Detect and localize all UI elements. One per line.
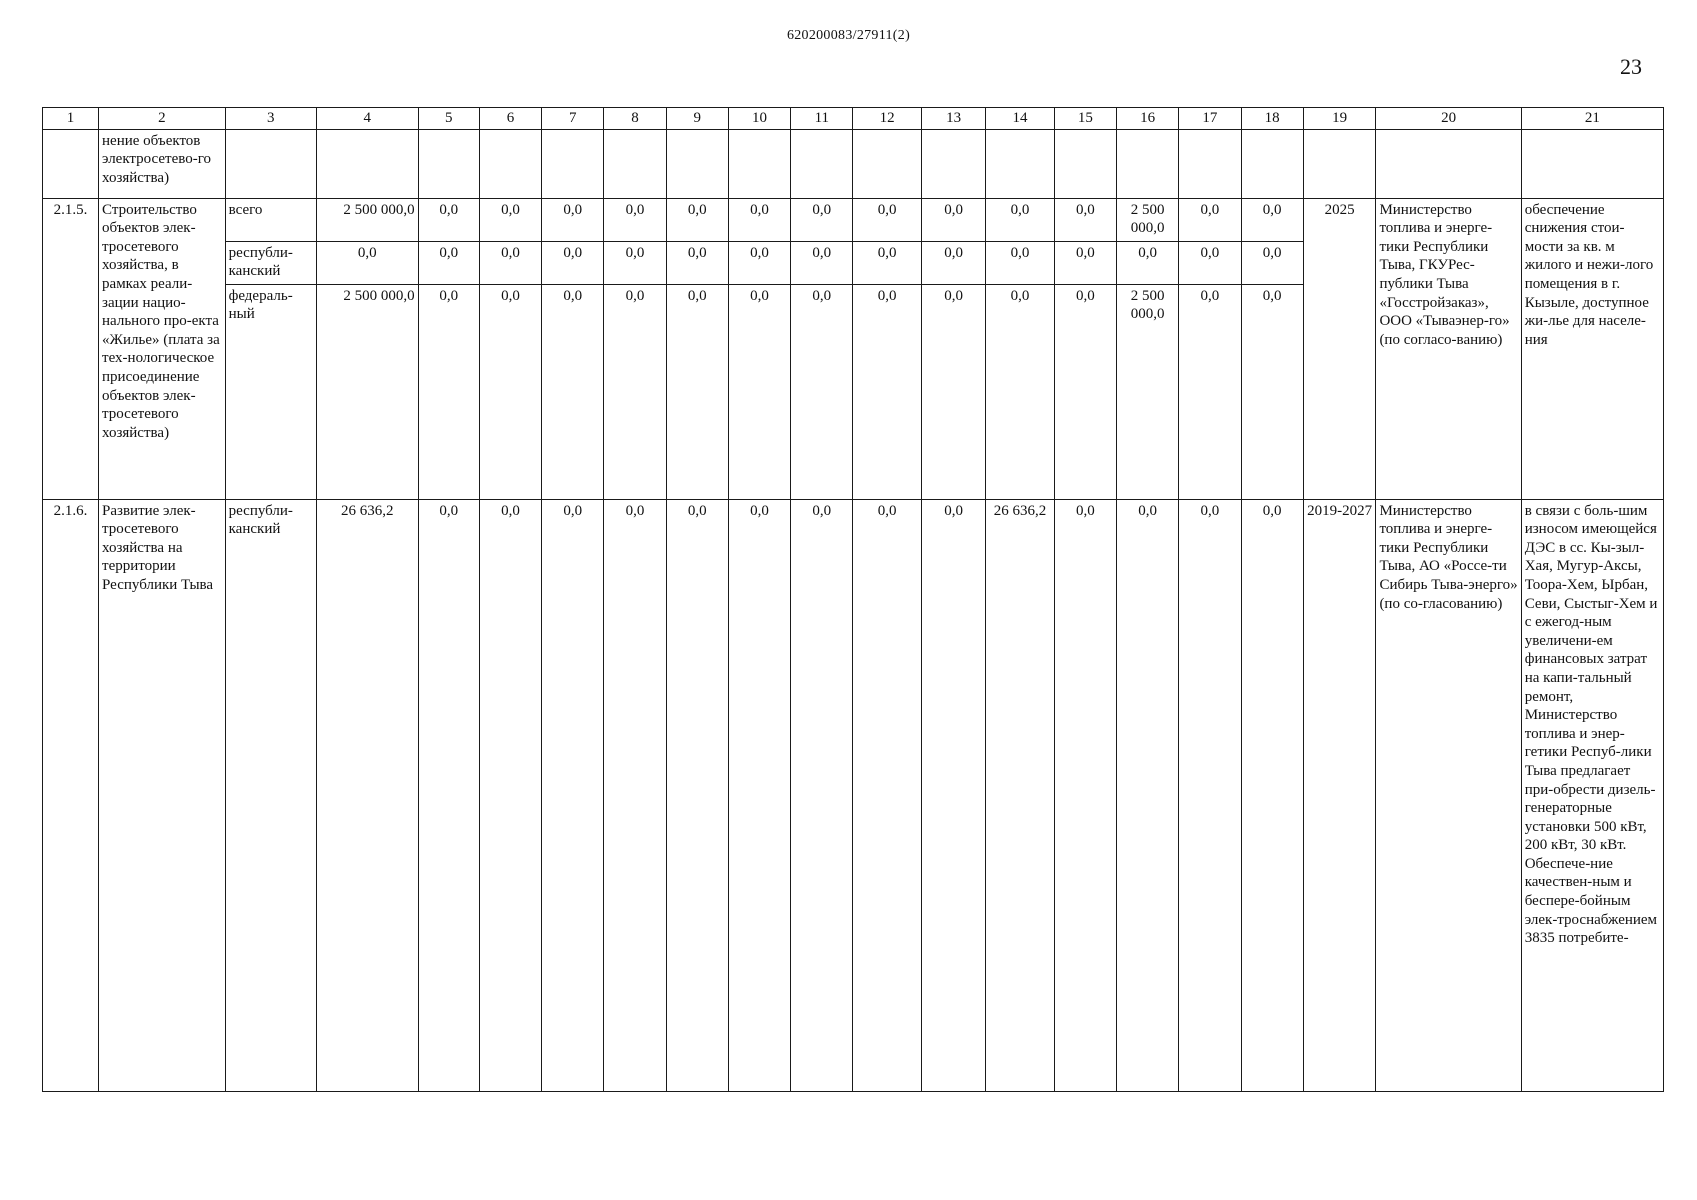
column-number: 7 bbox=[542, 108, 604, 130]
value-cell: 0,0 bbox=[418, 241, 479, 284]
empty-cell bbox=[1376, 129, 1521, 198]
value-cell: 0,0 bbox=[853, 241, 921, 284]
total-value: 26 636,2 bbox=[316, 499, 418, 1091]
value-cell: 0,0 bbox=[418, 499, 479, 1091]
funding-source: всего bbox=[225, 198, 316, 241]
empty-cell bbox=[542, 129, 604, 198]
value-cell: 0,0 bbox=[921, 284, 985, 499]
column-number: 4 bbox=[316, 108, 418, 130]
item-name: Развитие элек-тросетевого хозяйства на территории Республики Тыва bbox=[99, 499, 226, 1091]
value-cell: 0,0 bbox=[542, 198, 604, 241]
column-number: 13 bbox=[921, 108, 985, 130]
total-value: 2 500 000,0 bbox=[316, 198, 418, 241]
funding-source: республи-канский bbox=[225, 241, 316, 284]
total-value: 0,0 bbox=[316, 241, 418, 284]
empty-cell bbox=[728, 129, 790, 198]
column-number: 17 bbox=[1179, 108, 1241, 130]
empty-cell bbox=[791, 129, 853, 198]
column-numbers-row bbox=[43, 108, 1664, 130]
item-code: 2.1.6. bbox=[43, 499, 99, 1091]
value-cell: 0,0 bbox=[542, 241, 604, 284]
column-number: 19 bbox=[1303, 108, 1376, 130]
value-cell: 0,0 bbox=[986, 241, 1054, 284]
empty-cell bbox=[1117, 129, 1179, 198]
empty-cell bbox=[1179, 129, 1241, 198]
program-table bbox=[42, 107, 1664, 1092]
value-cell: 0,0 bbox=[986, 198, 1054, 241]
empty-cell bbox=[986, 129, 1054, 198]
column-number: 10 bbox=[728, 108, 790, 130]
column-number: 21 bbox=[1521, 108, 1663, 130]
value-cell: 0,0 bbox=[1054, 198, 1116, 241]
empty-cell bbox=[225, 129, 316, 198]
implementation-year: 2025 bbox=[1303, 198, 1376, 499]
value-cell: 0,0 bbox=[791, 499, 853, 1091]
value-cell: 0,0 bbox=[418, 284, 479, 499]
executor: Министерство топлива и энерге-тики Республики Тыва, ГКУРес-публики Тыва «Госстройзаказ», ООО «Тываэнер-го» (по согласо-ванию) bbox=[1376, 198, 1521, 499]
value-cell: 0,0 bbox=[666, 241, 728, 284]
value-cell: 0,0 bbox=[1241, 241, 1303, 284]
value-cell: 0,0 bbox=[791, 284, 853, 499]
expected-result: в связи с боль-шим износом имеющейся ДЭС в сс. Кы-зыл-Хая, Мугур-Аксы, Тоора-Хем, Ырбан, Севи, Сыстыг-Хем и с ежегод-ным увеличени-ем финансовых затрат на капи-тальный ремонт, Министерство топлива и энер-гетики Респуб-лики Тыва предлагает при-обрести дизель-генераторные установки 500 кВт, 200 кВт, 30 кВт. Обеспече-ние качествен-ным и беспере-бойным элек-троснабжением 3835 потребите- bbox=[1521, 499, 1663, 1091]
value-cell: 0,0 bbox=[666, 499, 728, 1091]
continuation-row bbox=[43, 129, 1664, 198]
value-cell: 0,0 bbox=[1054, 499, 1116, 1091]
value-cell: 0,0 bbox=[853, 284, 921, 499]
value-cell: 0,0 bbox=[418, 198, 479, 241]
column-number: 18 bbox=[1241, 108, 1303, 130]
column-number: 8 bbox=[604, 108, 666, 130]
empty-cell bbox=[853, 129, 921, 198]
value-cell: 0,0 bbox=[542, 284, 604, 499]
value-cell: 26 636,2 bbox=[986, 499, 1054, 1091]
column-number: 2 bbox=[99, 108, 226, 130]
value-cell: 0,0 bbox=[604, 499, 666, 1091]
column-number: 1 bbox=[43, 108, 99, 130]
empty-cell bbox=[316, 129, 418, 198]
column-number: 6 bbox=[479, 108, 541, 130]
item-name: Строительство объектов элек-тросетевого хозяйства, в рамках реали-зации нацио-нального про-екта «Жилье» (плата за тех-нологическое присоединение объектов элек-тросетевого хозяйства) bbox=[99, 198, 226, 499]
value-cell: 0,0 bbox=[921, 499, 985, 1091]
funding-source: федераль-ный bbox=[225, 284, 316, 499]
total-value: 2 500 000,0 bbox=[316, 284, 418, 499]
value-cell: 0,0 bbox=[1117, 241, 1179, 284]
item-code: 2.1.5. bbox=[43, 198, 99, 499]
empty-cell bbox=[921, 129, 985, 198]
expected-result: обеспечение снижения стои-мости за кв. м жилого и нежи-лого помещения в г. Кызыле, доступное жи-лье для населе-ния bbox=[1521, 198, 1663, 499]
value-cell: 0,0 bbox=[604, 284, 666, 499]
value-cell: 0,0 bbox=[986, 284, 1054, 499]
value-cell: 0,0 bbox=[921, 198, 985, 241]
empty-cell bbox=[1521, 129, 1663, 198]
value-cell: 0,0 bbox=[666, 198, 728, 241]
value-cell: 0,0 bbox=[666, 284, 728, 499]
table-row bbox=[43, 499, 1664, 1091]
value-cell: 0,0 bbox=[1241, 198, 1303, 241]
value-cell: 0,0 bbox=[1241, 499, 1303, 1091]
page-number: 23 bbox=[1620, 54, 1642, 79]
value-cell: 0,0 bbox=[1179, 198, 1241, 241]
empty-cell bbox=[1054, 129, 1116, 198]
column-number: 12 bbox=[853, 108, 921, 130]
empty-cell bbox=[666, 129, 728, 198]
value-cell: 0,0 bbox=[921, 241, 985, 284]
executor: Министерство топлива и энерге-тики Республики Тыва, АО «Россе-ти Сибирь Тыва-энерго» (по со-гласованию) bbox=[1376, 499, 1521, 1091]
column-number: 20 bbox=[1376, 108, 1521, 130]
value-cell: 0,0 bbox=[604, 198, 666, 241]
column-number: 15 bbox=[1054, 108, 1116, 130]
implementation-year: 2019-2027 bbox=[1303, 499, 1376, 1091]
value-cell: 0,0 bbox=[728, 499, 790, 1091]
document-id: 620200083/27911(2) bbox=[786, 28, 911, 43]
value-cell: 2 500 000,0 bbox=[1117, 198, 1179, 241]
value-cell: 0,0 bbox=[1117, 499, 1179, 1091]
value-cell: 0,0 bbox=[791, 198, 853, 241]
value-cell: 0,0 bbox=[728, 241, 790, 284]
value-cell: 0,0 bbox=[728, 198, 790, 241]
empty-cell bbox=[43, 129, 99, 198]
value-cell: 0,0 bbox=[604, 241, 666, 284]
value-cell: 0,0 bbox=[853, 198, 921, 241]
value-cell: 0,0 bbox=[1179, 241, 1241, 284]
value-cell: 0,0 bbox=[1179, 284, 1241, 499]
value-cell: 0,0 bbox=[1054, 284, 1116, 499]
funding-source: республи-канский bbox=[225, 499, 316, 1091]
empty-cell bbox=[1241, 129, 1303, 198]
value-cell: 0,0 bbox=[853, 499, 921, 1091]
empty-cell bbox=[479, 129, 541, 198]
column-number: 9 bbox=[666, 108, 728, 130]
value-cell: 0,0 bbox=[1179, 499, 1241, 1091]
column-number: 14 bbox=[986, 108, 1054, 130]
value-cell: 0,0 bbox=[479, 198, 541, 241]
continued-item-name: нение объектов электросетево-го хозяйства) bbox=[99, 129, 226, 198]
value-cell: 0,0 bbox=[479, 499, 541, 1091]
column-number: 3 bbox=[225, 108, 316, 130]
value-cell: 0,0 bbox=[542, 499, 604, 1091]
value-cell: 0,0 bbox=[791, 241, 853, 284]
table-row bbox=[43, 198, 1664, 241]
value-cell: 0,0 bbox=[479, 284, 541, 499]
value-cell: 0,0 bbox=[1241, 284, 1303, 499]
column-number: 5 bbox=[418, 108, 479, 130]
column-number: 16 bbox=[1117, 108, 1179, 130]
value-cell: 0,0 bbox=[479, 241, 541, 284]
column-number: 11 bbox=[791, 108, 853, 130]
empty-cell bbox=[418, 129, 479, 198]
empty-cell bbox=[604, 129, 666, 198]
value-cell: 0,0 bbox=[1054, 241, 1116, 284]
value-cell: 2 500 000,0 bbox=[1117, 284, 1179, 499]
value-cell: 0,0 bbox=[728, 284, 790, 499]
empty-cell bbox=[1303, 129, 1376, 198]
